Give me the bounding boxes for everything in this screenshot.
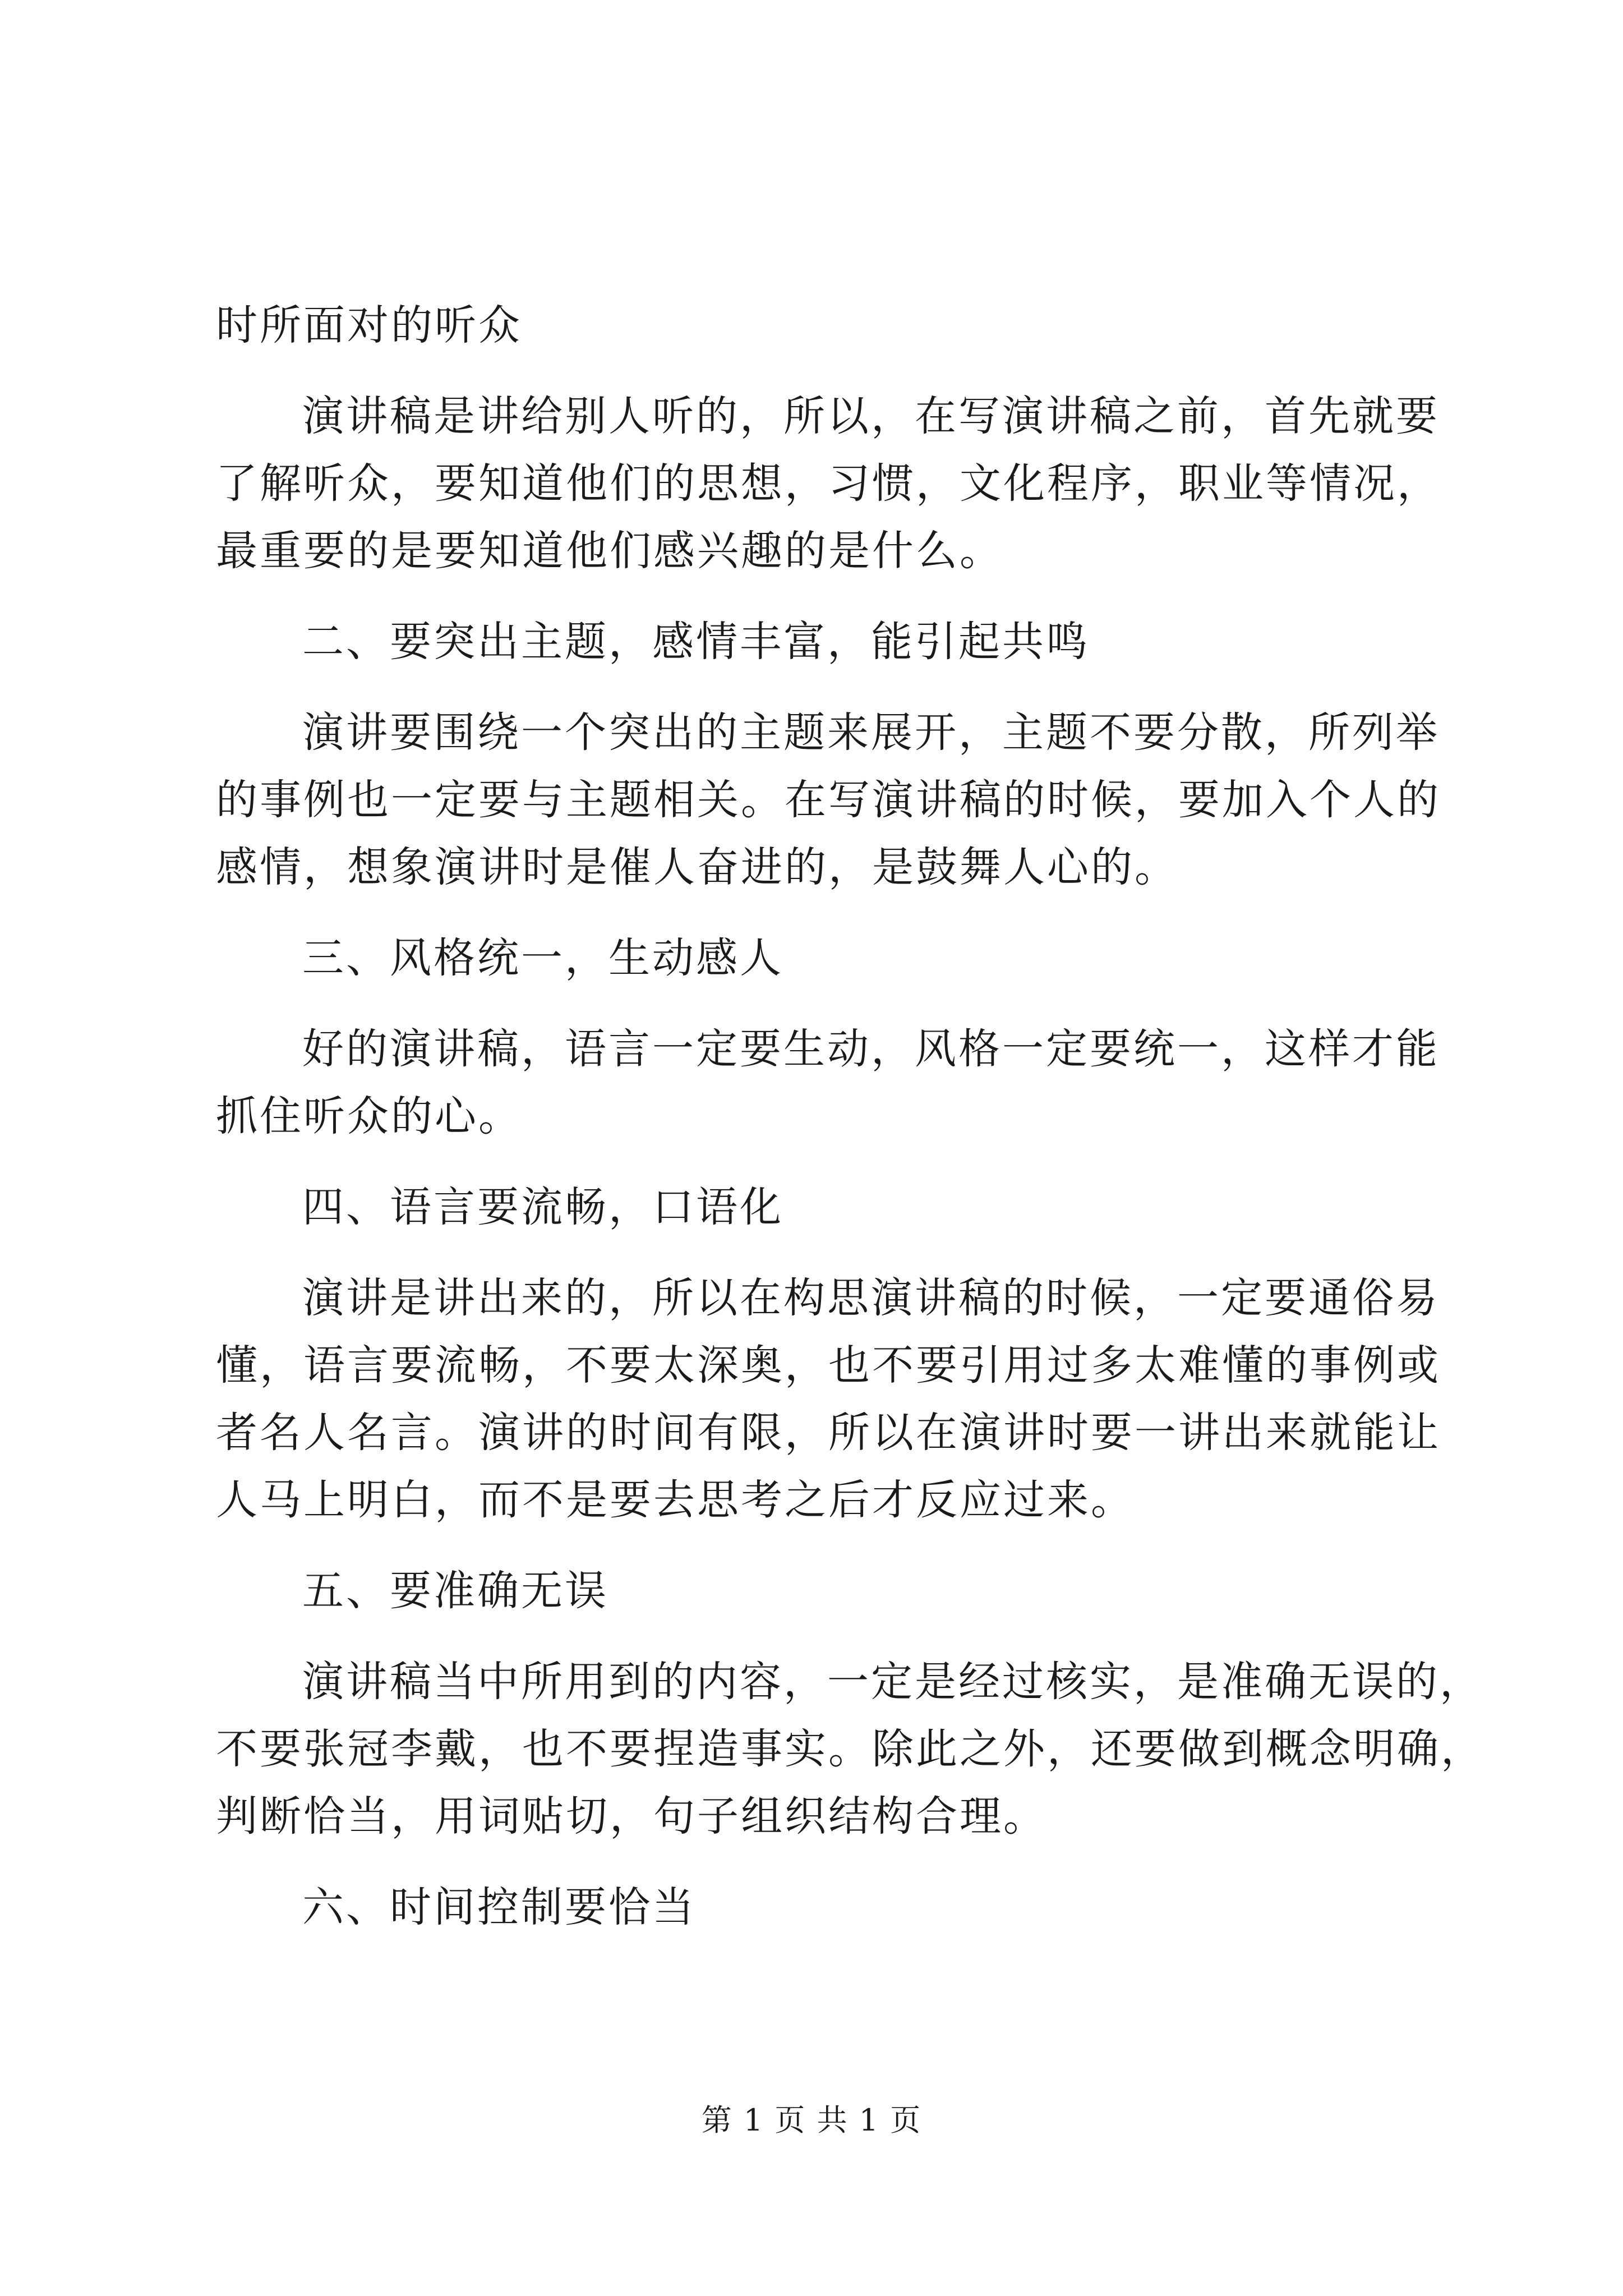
text-line: 时所面对的听众	[216, 301, 522, 349]
text-line: 最重要的是要知道他们感兴趣的是什么。	[216, 527, 1003, 575]
paragraph-line: 演讲稿当中所用到的内容，一定是经过核实，是准确无误的，	[302, 1658, 1483, 1706]
paragraph-line: 演讲是讲出来的，所以在构思演讲稿的时候，一定要通俗易	[302, 1274, 1440, 1322]
text-line: 不要张冠李戴，也不要捏造事实。除此之外，还要做到概念明确，	[216, 1725, 1484, 1773]
section-heading: 三、风格统一，生动感人	[302, 934, 783, 982]
text-line: 的事例也一定要与主题相关。在写演讲稿的时候，要加入个人的	[216, 776, 1441, 824]
section-heading: 二、要突出主题，感情丰富，能引起共鸣	[302, 618, 1090, 666]
paragraph-line: 演讲稿是讲给别人听的，所以，在写演讲稿之前，首先就要	[302, 392, 1440, 440]
section-heading: 五、要准确无误	[302, 1567, 608, 1615]
section-heading: 六、时间控制要恰当	[302, 1883, 696, 1931]
text-line: 抓住听众的心。	[216, 1092, 522, 1140]
paragraph-line: 演讲要围绕一个突出的主题来展开，主题不要分散，所列举	[302, 708, 1440, 757]
section-heading: 四、语言要流畅，口语化	[302, 1183, 783, 1231]
text-line: 判断恰当，用词贴切，句子组织结构合理。	[216, 1792, 1047, 1841]
text-line: 懂，语言要流畅，不要太深奥，也不要引用过多太难懂的事例或	[216, 1341, 1441, 1389]
text-line: 了解听众，要知道他们的思想，习惯，文化程序，职业等情况，	[216, 459, 1441, 508]
text-line: 感情，想象演讲时是催人奋进的，是鼓舞人心的。	[216, 843, 1178, 891]
text-line: 人马上明白，而不是要去思考之后才反应过来。	[216, 1476, 1135, 1524]
paragraph-line: 好的演讲稿，语言一定要生动，风格一定要统一，这样才能	[302, 1025, 1440, 1073]
text-line: 者名人名言。演讲的时间有限，所以在演讲时要一讲出来就能让	[216, 1409, 1441, 1457]
page-number-footer: 第 1 页 共 1 页	[701, 2102, 922, 2138]
document-body	[216, 292, 1484, 1941]
